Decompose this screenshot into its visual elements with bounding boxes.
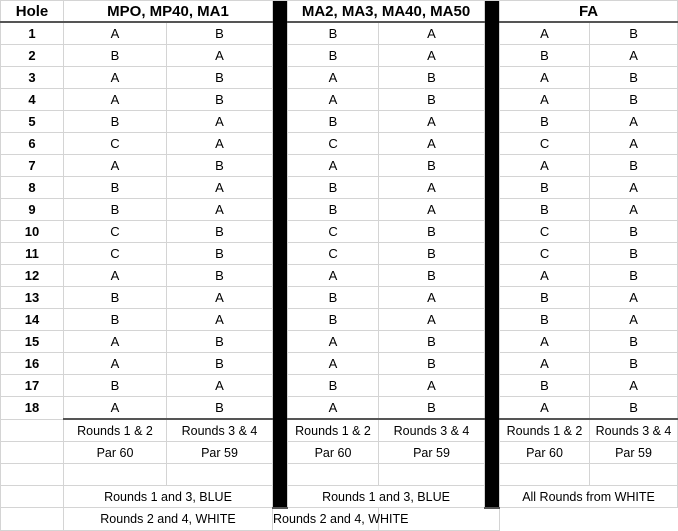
tee-cell: C <box>64 221 167 243</box>
header-row <box>1 1 678 23</box>
tee-cell: B <box>64 111 167 133</box>
tee-cell: B <box>167 397 273 420</box>
tee-cell: B <box>500 375 590 397</box>
group-header-3: FA <box>500 1 678 23</box>
tee-cell: B <box>500 177 590 199</box>
hole-number: 5 <box>1 111 64 133</box>
tee-cell: C <box>288 243 379 265</box>
tee-cell: B <box>167 155 273 177</box>
tee-cell: C <box>288 221 379 243</box>
hole-number: 6 <box>1 133 64 155</box>
hole-number: 9 <box>1 199 64 221</box>
tee-cell: A <box>590 375 678 397</box>
rounds-label: Rounds 3 & 4 <box>590 419 678 442</box>
par-row <box>1 442 678 464</box>
tee-cell: A <box>64 22 167 45</box>
tee-cell: A <box>500 331 590 353</box>
hole-number: 4 <box>1 89 64 111</box>
hole-number: 14 <box>1 309 64 331</box>
tee-cell: B <box>379 353 485 375</box>
tee-cell: B <box>500 111 590 133</box>
tee-cell: B <box>590 265 678 287</box>
tee-cell: A <box>64 67 167 89</box>
tee-cell: A <box>167 287 273 309</box>
tee-cell: B <box>288 22 379 45</box>
par-label: Par 59 <box>167 442 273 464</box>
hole-row <box>1 265 678 287</box>
tee-cell: B <box>500 309 590 331</box>
hole-row <box>1 199 678 221</box>
tee-cell: A <box>500 22 590 45</box>
blank-cell <box>379 464 485 486</box>
tee-cell: B <box>64 177 167 199</box>
tee-cell: A <box>167 309 273 331</box>
hole-row <box>1 287 678 309</box>
tee-cell: C <box>500 221 590 243</box>
hole-number: 10 <box>1 221 64 243</box>
hole-row <box>1 177 678 199</box>
rounds-label: Rounds 1 & 2 <box>64 419 167 442</box>
tee-cell: B <box>64 199 167 221</box>
tee-cell: A <box>167 133 273 155</box>
hole-row <box>1 67 678 89</box>
tee-cell: A <box>379 22 485 45</box>
tee-cell: A <box>64 397 167 420</box>
rounds-label: Rounds 3 & 4 <box>379 419 485 442</box>
group-header-2: MA2, MA3, MA40, MA50 <box>288 1 485 23</box>
tee-cell: B <box>379 265 485 287</box>
tee-cell: B <box>167 331 273 353</box>
tee-cell: B <box>500 287 590 309</box>
hole-row <box>1 375 678 397</box>
tee-cell: B <box>590 397 678 420</box>
tee-cell: A <box>590 287 678 309</box>
tee-cell: A <box>64 155 167 177</box>
hole-number: 18 <box>1 397 64 420</box>
tee-instruction: Rounds 2 and 4, WHITE <box>64 508 273 531</box>
tee-cell: C <box>64 243 167 265</box>
tee-cell: A <box>500 353 590 375</box>
hole-row <box>1 133 678 155</box>
tee-cell: A <box>500 265 590 287</box>
hole-number: 13 <box>1 287 64 309</box>
tee-cell: A <box>167 45 273 67</box>
tee-cell: B <box>167 22 273 45</box>
blank-cell <box>590 464 678 486</box>
tee-cell: B <box>379 397 485 420</box>
hole-row <box>1 111 678 133</box>
tee-cell: A <box>379 287 485 309</box>
tee-instructions-row <box>1 486 678 508</box>
hole-row <box>1 45 678 67</box>
tee-cell: B <box>379 331 485 353</box>
hole-header: Hole <box>1 1 64 23</box>
tee-cell: A <box>379 45 485 67</box>
tee-cell: B <box>590 22 678 45</box>
column-separator <box>485 1 500 508</box>
blank-cell <box>1 508 64 531</box>
tee-instruction: All Rounds from WHITE <box>500 486 678 508</box>
tee-instruction: Rounds 2 and 4, WHITE <box>273 508 379 531</box>
tee-cell: B <box>379 243 485 265</box>
empty-row <box>1 464 678 486</box>
tee-cell: B <box>379 155 485 177</box>
rounds-label: Rounds 1 & 2 <box>288 419 379 442</box>
tee-cell: A <box>379 111 485 133</box>
tee-cell: A <box>379 177 485 199</box>
tee-cell: A <box>288 155 379 177</box>
tee-cell: B <box>64 375 167 397</box>
rounds-row <box>1 419 678 442</box>
tee-cell: B <box>288 111 379 133</box>
hole-number: 17 <box>1 375 64 397</box>
tee-cell: A <box>500 67 590 89</box>
blank-cell <box>1 486 64 508</box>
hole-row <box>1 221 678 243</box>
par-label: Par 59 <box>590 442 678 464</box>
tee-cell: A <box>500 397 590 420</box>
tee-cell: B <box>590 221 678 243</box>
blank-cell <box>1 419 64 442</box>
tee-cell: B <box>64 309 167 331</box>
tee-cell: A <box>288 67 379 89</box>
par-label: Par 60 <box>500 442 590 464</box>
tee-cell: B <box>590 89 678 111</box>
column-separator <box>273 1 288 508</box>
tee-cell: A <box>288 89 379 111</box>
rounds-label: Rounds 1 & 2 <box>500 419 590 442</box>
tee-cell: B <box>167 67 273 89</box>
tee-cell: A <box>288 353 379 375</box>
tee-cell: A <box>590 309 678 331</box>
blank-cell <box>288 464 379 486</box>
tee-instruction: Rounds 1 and 3, BLUE <box>64 486 273 508</box>
hole-number: 15 <box>1 331 64 353</box>
hole-row <box>1 243 678 265</box>
hole-number: 8 <box>1 177 64 199</box>
tee-cell: A <box>590 199 678 221</box>
tee-cell: A <box>167 199 273 221</box>
tee-cell: B <box>590 67 678 89</box>
tee-cell: B <box>500 199 590 221</box>
hole-row <box>1 397 678 420</box>
hole-row <box>1 22 678 45</box>
tee-instructions-row <box>1 508 678 531</box>
tee-cell: B <box>590 155 678 177</box>
tee-cell: B <box>288 177 379 199</box>
tee-cell: C <box>64 133 167 155</box>
tee-cell: A <box>64 265 167 287</box>
tee-cell: A <box>288 397 379 420</box>
tee-cell: C <box>500 243 590 265</box>
hole-row <box>1 155 678 177</box>
tee-cell: B <box>288 287 379 309</box>
tee-cell: A <box>379 199 485 221</box>
tee-cell: B <box>590 331 678 353</box>
tee-cell: B <box>379 221 485 243</box>
hole-number: 1 <box>1 22 64 45</box>
tee-cell: B <box>590 243 678 265</box>
tee-cell: B <box>590 353 678 375</box>
tee-cell: A <box>590 177 678 199</box>
tee-cell: A <box>379 133 485 155</box>
tee-cell: A <box>167 177 273 199</box>
hole-number: 2 <box>1 45 64 67</box>
hole-row <box>1 353 678 375</box>
tee-cell: B <box>167 265 273 287</box>
tee-cell: B <box>167 221 273 243</box>
tee-cell: B <box>167 89 273 111</box>
blank-cell <box>64 464 167 486</box>
tee-cell: B <box>379 67 485 89</box>
hole-row <box>1 309 678 331</box>
tee-cell: B <box>288 45 379 67</box>
tee-cell: A <box>64 353 167 375</box>
hole-row <box>1 89 678 111</box>
tee-cell: A <box>379 309 485 331</box>
blank-cell <box>167 464 273 486</box>
tee-cell: A <box>590 133 678 155</box>
tee-cell: B <box>288 375 379 397</box>
tee-cell: A <box>167 375 273 397</box>
tee-cell: C <box>288 133 379 155</box>
hole-number: 16 <box>1 353 64 375</box>
tee-cell: A <box>379 375 485 397</box>
tee-cell: A <box>500 89 590 111</box>
tee-cell: A <box>288 331 379 353</box>
tee-cell: A <box>590 45 678 67</box>
tee-cell: B <box>288 199 379 221</box>
tee-cell: B <box>500 45 590 67</box>
tee-cell: A <box>167 111 273 133</box>
hole-number: 12 <box>1 265 64 287</box>
tee-cell: B <box>379 89 485 111</box>
hole-number: 7 <box>1 155 64 177</box>
tee-cell: B <box>64 45 167 67</box>
tee-cell: B <box>288 309 379 331</box>
tee-cell: A <box>590 111 678 133</box>
blank-cell <box>1 442 64 464</box>
blank-cell <box>1 464 64 486</box>
tee-cell: A <box>288 265 379 287</box>
group-header-1: MPO, MP40, MA1 <box>64 1 273 23</box>
rounds-label: Rounds 3 & 4 <box>167 419 273 442</box>
tee-cell: C <box>500 133 590 155</box>
tee-cell: B <box>167 353 273 375</box>
tee-cell: A <box>64 89 167 111</box>
blank-cell <box>500 464 590 486</box>
tee-instruction: Rounds 1 and 3, BLUE <box>288 486 485 508</box>
hole-number: 3 <box>1 67 64 89</box>
tee-cell: A <box>64 331 167 353</box>
tee-cell: B <box>167 243 273 265</box>
par-label: Par 59 <box>379 442 485 464</box>
tee-cell: B <box>64 287 167 309</box>
hole-number: 11 <box>1 243 64 265</box>
par-label: Par 60 <box>288 442 379 464</box>
hole-row <box>1 331 678 353</box>
tee-cell: A <box>500 155 590 177</box>
par-label: Par 60 <box>64 442 167 464</box>
